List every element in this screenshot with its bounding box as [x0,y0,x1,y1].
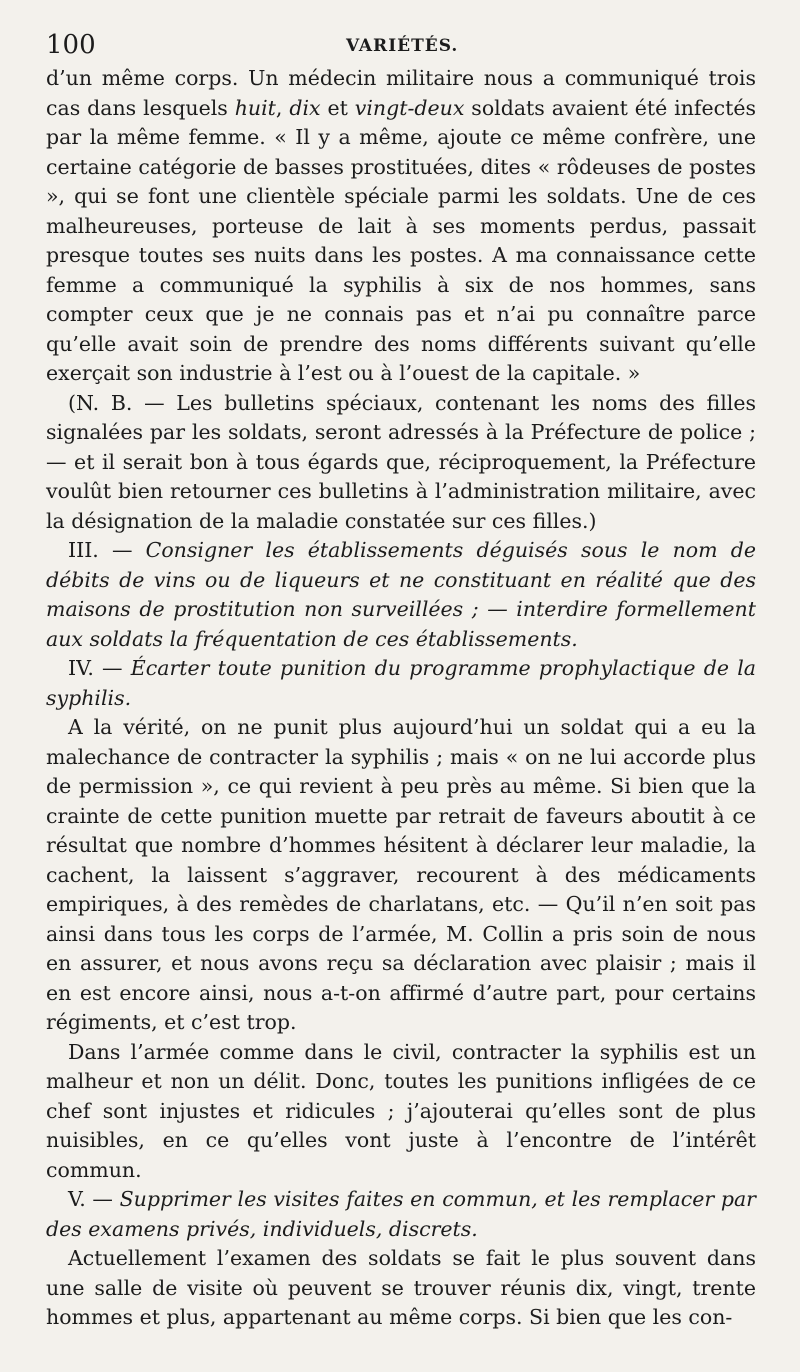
paragraph-continuation: d’un même corps. Un médecin militaire nous a communiqué trois cas dans lesquels huit, dix et vingt-deux soldats avaient été infectés par la même femme. « Il y a même, ajoute ce même confrère, une certaine catégorie de basses prostituées, dites « rôdeuses de postes », qui se font une clientèle spéciale parmi les soldats. Une de ces malheureuses, porteuse de lait à ses moments perdus, passait presque toutes ses nuits dans les postes. A ma connaissance cette femme a communiqué la syphilis à six de nos hommes, sans compter ceux que je ne connais pas et n’ai pu connaître parce qu’elle avait soin de prendre des noms différents suivant qu’elle exerçait son industrie à l’est ou à l’ouest de la capitale. » [46,66,756,385]
book-page [46,30,756,1333]
paragraph: A la vérité, on ne punit plus aujourd’hui un soldat qui a eu la malechance de contracter la syphilis ; mais « on ne lui accorde plus de permission », ce qui revient à peu près au même. Si bien que la crainte de cette punition muette par retrait de faveurs aboutit à ce résultat que nombre d’hommes hésitent à déclarer leur maladie, la cachent, la laissent s’aggraver, recourent à des médicaments empiriques, à des remèdes de charlatans, etc. — Qu’il n’en soit pas ainsi dans tous les corps de l’armée, M. Collin a pris soin de nous en assurer, et nous avons reçu sa déclaration avec plaisir ; mais il en est encore ainsi, nous a-t-on affirmé d’autre part, pour certains régiments, et c’est trop. [46,715,756,1034]
page-number: 100 [46,30,96,60]
rule-title: Consigner les établissements déguisés sous le nom de débits de vins ou de liqueurs et ne constituant en réalité que des maisons de prostitution non surveillées ; — interdire formellement aux soldats la fréquentation de ces établissements. [46,538,756,651]
paragraph-nota-bene: (N. B. — Les bulletins spéciaux, contenant les noms des filles signalées par les soldats, seront adressés à la Préfecture de police ; — et il serait bon à tous égards que, réciproquement, la Préfecture voulût bien retourner ces bulletins à l’administration militaire, avec la désignation de la maladie constatée sur ces filles.) [46,390,756,533]
paragraph: Dans l’armée comme dans le civil, contracter la syphilis est un malheur et non un délit. Donc, toutes les punitions infligées de ce chef sont injustes et ridicules ; j’ajouterai qu’elles sont de plus nuisibles, en ce qu’elles vont juste à l’encontre de l’intérêt commun. [46,1039,756,1182]
rule-iv [46,654,756,713]
paragraph: Actuellement l’examen des soldats se fait le plus souvent dans une salle de visite où peuvent se trouver réunis dix, vingt, trente hommes et plus, appartenant au même corps. Si bien que les con- [46,1246,756,1329]
rule-v [46,1185,756,1244]
running-title: VARIÉTÉS. [346,36,459,56]
rule-number: V. — [68,1187,120,1211]
rule-number: III. — [68,538,146,562]
rule-iii [46,536,756,654]
rule-number: IV. — [68,656,131,680]
rule-title: Supprimer les visites faites en commun, et les remplacer par des examens privés, individuels, discrets. [46,1187,756,1241]
page-header [46,30,756,64]
body-text [46,64,756,1333]
rule-title: Écarter toute punition du programme prophylactique de la syphilis. [46,656,756,710]
